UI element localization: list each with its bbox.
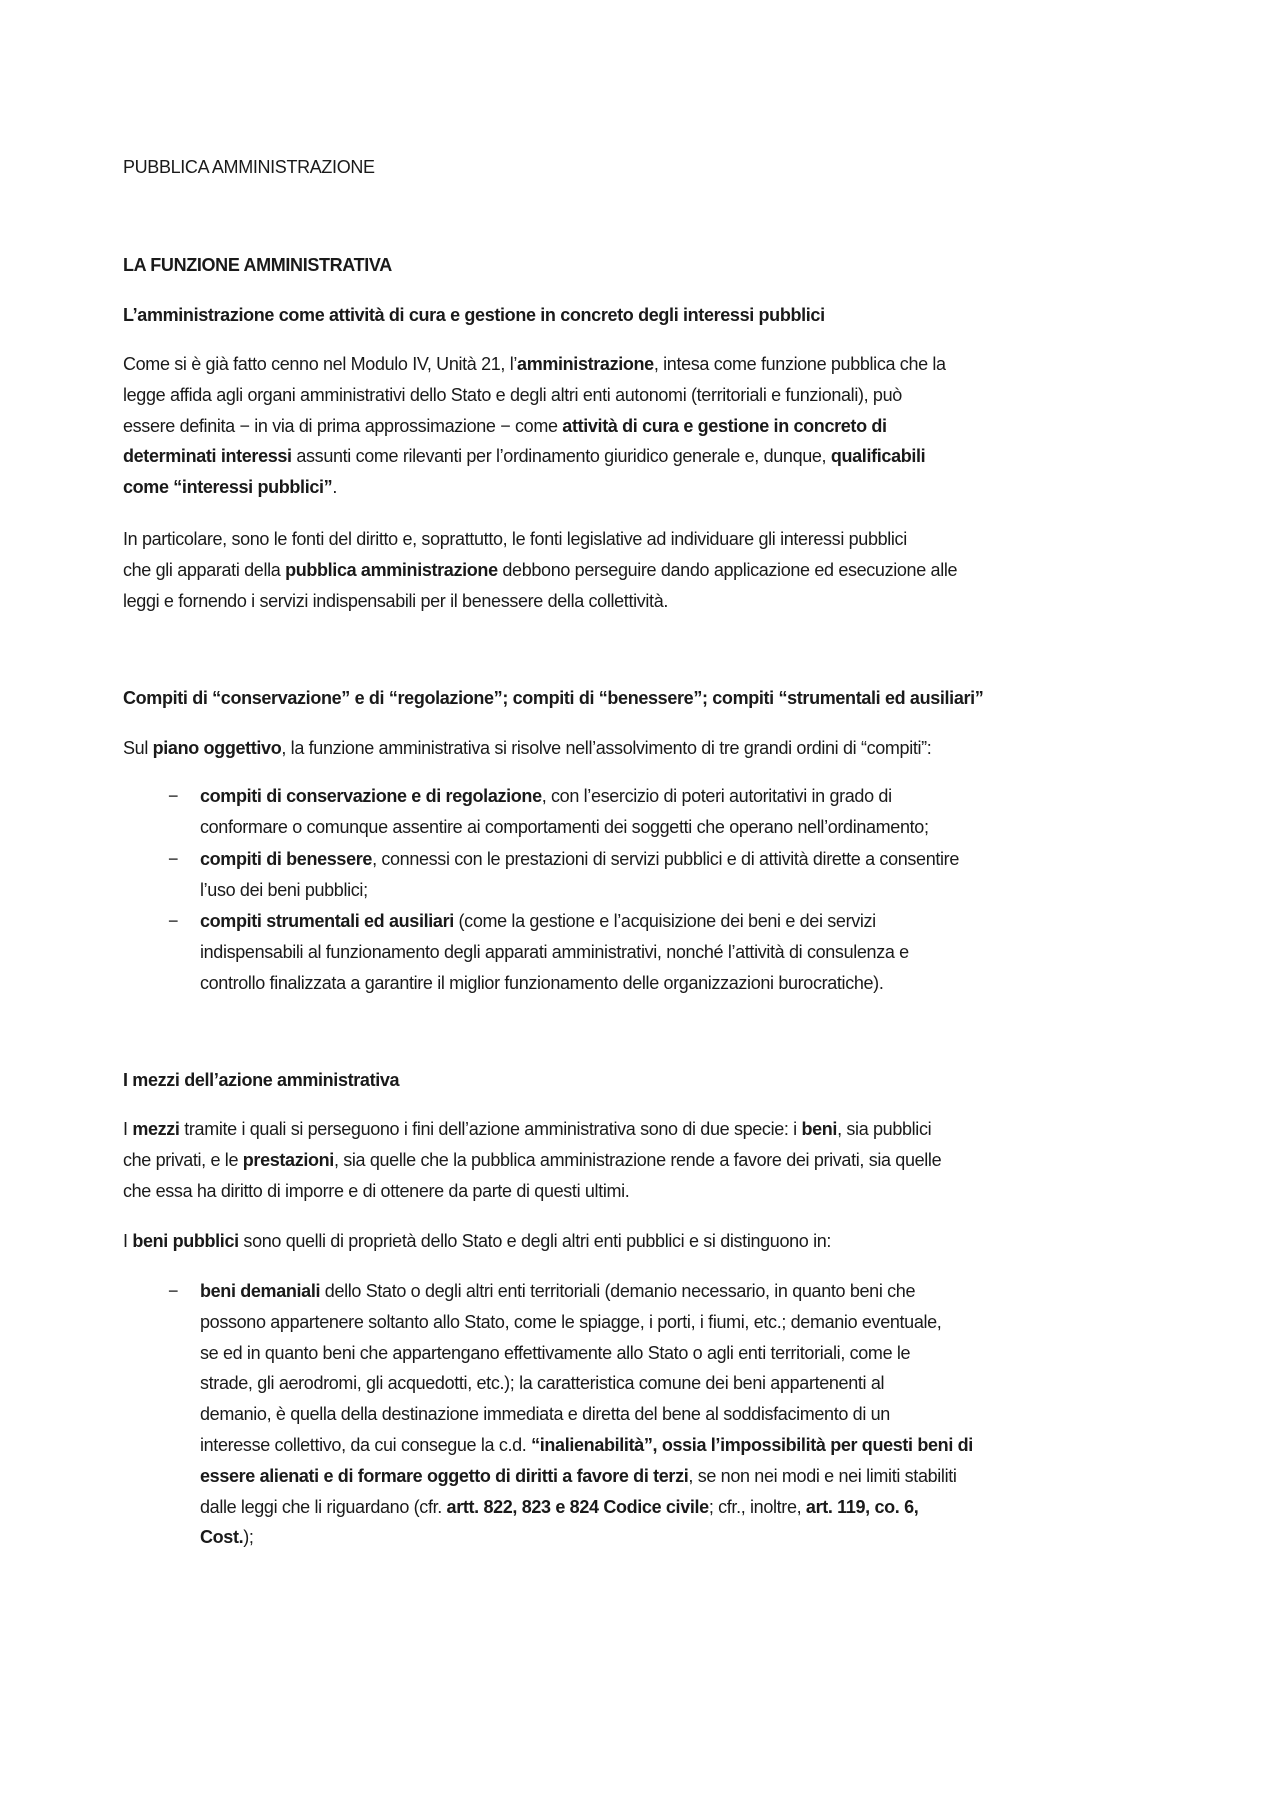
- text: , sia pubblici: [837, 1119, 932, 1139]
- bold-text: qualificabili: [830, 446, 926, 467]
- text: , sia quelle che la pubblica amministrazione rende a favore dei privati, sia quelle: [333, 1149, 942, 1170]
- text-line: [200, 1307, 973, 1338]
- text: sono quelli di proprietà dello Stato e degli altri enti pubblici e si distinguono in:: [238, 1231, 832, 1251]
- bold-text: compiti di conservazione e di regolazione: [200, 786, 542, 806]
- bold-text: pubblica amministrazione: [285, 559, 498, 580]
- text: controllo finalizzata a garantire il miglior funzionamento delle organizzazioni burocratiche).: [200, 972, 884, 993]
- section-heading: LA FUNZIONE AMMINISTRATIVA: [123, 255, 392, 275]
- text-line: [123, 1226, 831, 1257]
- text: , se non nei modi e nei limiti stabiliti: [688, 1465, 957, 1486]
- text: debbono perseguire dando applicazione ed esecuzione alle: [497, 559, 958, 580]
- text-line: [200, 1522, 973, 1553]
- bold-text: come “interessi pubblici”: [123, 477, 333, 498]
- text: Sul: [123, 738, 153, 758]
- text: I: [123, 1119, 133, 1139]
- text-line: [200, 1492, 973, 1523]
- section-subheading: L’amministrazione come attività di cura e gestione in concreto degli interessi pubblici: [123, 305, 825, 325]
- bold-text: beni: [801, 1119, 838, 1139]
- text-line: [200, 1430, 973, 1461]
- text-line: [200, 968, 909, 999]
- text-line: [123, 1114, 941, 1145]
- text: dalle leggi che li riguardano (cfr.: [200, 1496, 447, 1517]
- text-line: [200, 1338, 973, 1369]
- text: ; cfr., inoltre,: [708, 1496, 806, 1517]
- text: strade, gli aerodromi, gli acquedotti, etc.); la caratteristica comune dei beni appartenenti al: [200, 1373, 885, 1394]
- text-line: [200, 906, 909, 937]
- text: .: [332, 477, 337, 498]
- list-item-text: [200, 1276, 973, 1553]
- text: tramite i quali si perseguono i fini dell’azione amministrativa sono di due specie: i: [179, 1119, 802, 1139]
- text: demanio, è quella della destinazione immediata e diretta del bene al soddisfacimento di un: [200, 1404, 890, 1425]
- bold-text: compiti strumentali ed ausiliari: [200, 911, 454, 931]
- bold-text: amministrazione: [517, 354, 654, 374]
- bold-text: prestazioni: [242, 1149, 334, 1170]
- text-line: [123, 733, 931, 764]
- text-line: [123, 1145, 941, 1176]
- bold-text: “inalienabilità”, ossia l’impossibilità per questi beni di: [531, 1434, 973, 1455]
- text-line: [200, 812, 929, 843]
- text: assunti come rilevanti per l’ordinamento giuridico generale e, dunque,: [291, 446, 831, 467]
- list-item-text: [200, 844, 959, 906]
- bold-text: determinati interessi: [123, 446, 292, 467]
- text-line: [200, 1368, 973, 1399]
- text: dello Stato o degli altri enti territoriali (demanio necessario, in quanto beni che: [320, 1281, 916, 1301]
- bold-text: art. 119, co. 6,: [805, 1496, 919, 1517]
- text-line: [200, 1399, 973, 1430]
- list-item-text: [200, 781, 929, 843]
- bullet-dash: −: [168, 1281, 179, 1301]
- document-title: PUBBLICA AMMINISTRAZIONE: [123, 157, 375, 177]
- list-item-text: [200, 906, 909, 998]
- paragraph: [123, 733, 931, 764]
- text-line: [123, 472, 946, 503]
- paragraph: [123, 524, 957, 616]
- text: );: [243, 1527, 254, 1548]
- text-line: [123, 524, 957, 555]
- bold-text: artt. 822, 823 e 824 Codice civile: [446, 1496, 709, 1517]
- bold-text: piano oggettivo: [152, 738, 282, 758]
- text-line: [123, 380, 946, 411]
- text: possono appartenere soltanto allo Stato, come le spiagge, i porti, i fiumi, etc.; demanio eventuale,: [200, 1311, 942, 1332]
- text: , la funzione amministrativa si risolve nell’assolvimento di tre grandi ordini di “compiti”:: [281, 738, 932, 758]
- text-line: [200, 781, 929, 812]
- text: I: [123, 1231, 133, 1251]
- text: indispensabili al funzionamento degli apparati amministrativi, nonché l’attività di consulenza e: [200, 941, 909, 962]
- bullet-dash: −: [168, 911, 179, 931]
- bullet-dash: −: [168, 849, 179, 869]
- text: se ed in quanto beni che appartengano effettivamente allo Stato o agli enti territoriali, come le: [200, 1342, 911, 1363]
- text-line: [200, 1276, 973, 1307]
- text: essere definita − in via di prima approssimazione − come: [123, 415, 563, 436]
- bold-text: essere alienati e di formare oggetto di diritti a favore di terzi: [200, 1465, 689, 1486]
- text: , intesa come funzione pubblica che la: [653, 354, 946, 374]
- paragraph: [123, 1226, 831, 1257]
- text: In particolare, sono le fonti del diritto e, soprattutto, le fonti legislative ad individuare gli interessi pubblici: [123, 529, 907, 549]
- text-line: [123, 586, 957, 617]
- section-heading: Compiti di “conservazione” e di “regolazione”; compiti di “benessere”; compiti “strumentali ed ausiliari”: [123, 688, 984, 708]
- bold-text: beni pubblici: [132, 1231, 239, 1251]
- text-line: [123, 411, 946, 442]
- text: che gli apparati della: [123, 559, 286, 580]
- text: , con l’esercizio di poteri autoritativi in grado di: [541, 786, 892, 806]
- text: che privati, e le: [123, 1149, 243, 1170]
- text: conformare o comunque assentire ai comportamenti dei soggetti che operano nell’ordinamento;: [200, 816, 929, 837]
- text: legge affida agli organi amministrativi dello Stato e degli altri enti autonomi (territoriali e funzionali), può: [123, 384, 902, 405]
- text: leggi e fornendo i servizi indispensabili per il benessere della collettività.: [123, 590, 669, 611]
- paragraph: [123, 1114, 941, 1206]
- bold-text: mezzi: [132, 1119, 180, 1139]
- bullet-dash: −: [168, 786, 179, 806]
- text-line: [123, 555, 957, 586]
- text-line: [123, 441, 946, 472]
- text: , connessi con le prestazioni di servizi pubblici e di attività dirette a consentire: [372, 849, 959, 869]
- text-line: [200, 937, 909, 968]
- bold-text: Cost.: [200, 1527, 244, 1548]
- section-heading: I mezzi dell’azione amministrativa: [123, 1070, 400, 1090]
- bold-text: compiti di benessere: [200, 849, 373, 869]
- paragraph: [123, 349, 946, 503]
- text-line: [123, 1176, 941, 1207]
- text: l’uso dei beni pubblici;: [200, 879, 368, 900]
- text-line: [123, 349, 946, 380]
- text: che essa ha diritto di imporre e di ottenere da parte di questi ultimi.: [123, 1180, 630, 1201]
- text-line: [200, 844, 959, 875]
- text: interesse collettivo, da cui consegue la c.d.: [200, 1434, 532, 1455]
- bold-text: beni demaniali: [200, 1281, 321, 1301]
- text: Come si è già fatto cenno nel Modulo IV, Unità 21, l’: [123, 354, 518, 374]
- text-line: [200, 1461, 973, 1492]
- text: (come la gestione e l’acquisizione dei beni e dei servizi: [453, 911, 876, 931]
- text-line: [200, 875, 959, 906]
- bold-text: attività di cura e gestione in concreto di: [562, 415, 887, 436]
